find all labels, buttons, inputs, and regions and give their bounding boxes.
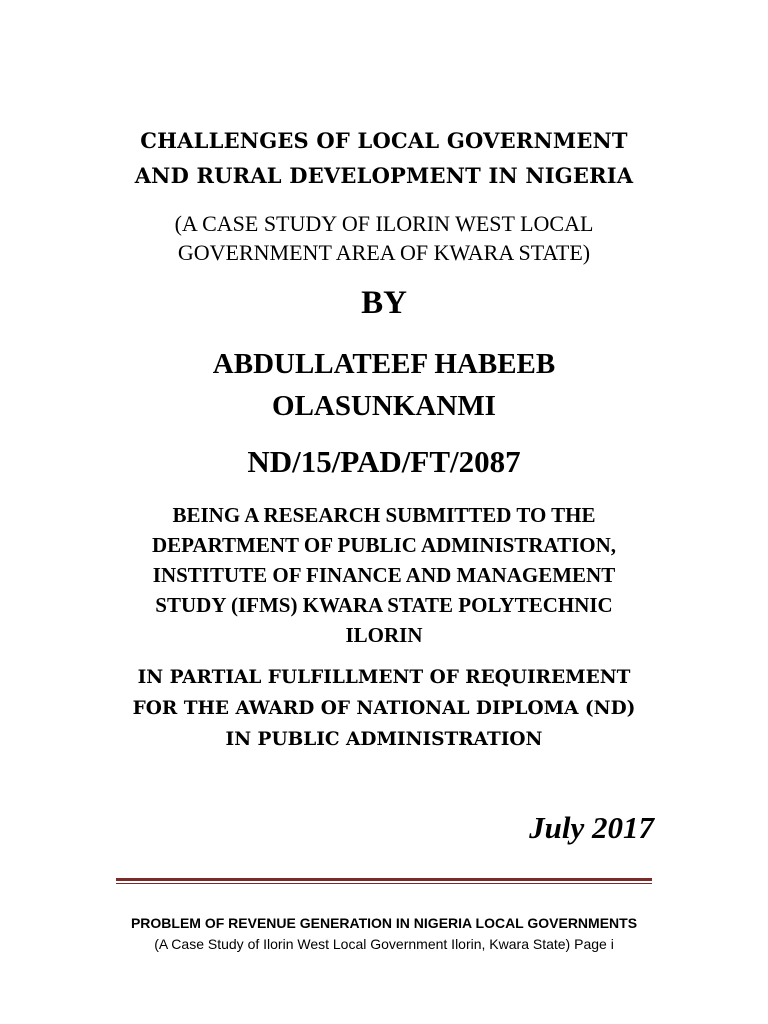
fulfillment-statement — [80, 662, 688, 755]
matric-number: ND/15/PAD/FT/2087 — [247, 444, 521, 479]
fulfillment-line-1: IN PARTIAL FULFILLMENT OF REQUIREMENT — [137, 667, 631, 688]
submission-line-3: INSTITUTE OF FINANCE AND MANAGEMENT — [152, 563, 616, 587]
footer-divider-thick — [116, 878, 652, 881]
footer-title: PROBLEM OF REVENUE GENERATION IN NIGERIA LOCAL GOVERNMENTS — [130, 915, 638, 931]
footer-divider-thin — [116, 883, 652, 884]
submission-line-2: DEPARTMENT OF PUBLIC ADMINISTRATION, — [151, 533, 617, 557]
fulfillment-line-3: IN PUBLIC ADMINISTRATION — [225, 729, 543, 750]
document-title — [80, 123, 688, 193]
footer-subtitle: (A Case Study of Ilorin West Local Government Ilorin, Kwara State) Page i — [154, 936, 614, 952]
title-line-1: CHALLENGES OF LOCAL GOVERNMENT — [140, 128, 628, 153]
title-line-2: AND RURAL DEVELOPMENT IN NIGERIA — [134, 163, 634, 188]
submission-statement — [100, 500, 668, 650]
fulfillment-line-2: FOR THE AWARD OF NATIONAL DIPLOMA (ND) — [132, 698, 636, 719]
author-line-2: OLASUNKANMI — [272, 390, 496, 422]
by-label: BY — [361, 285, 407, 321]
submission-line-4: STUDY (IFMS) KWARA STATE POLYTECHNIC — [155, 593, 613, 617]
submission-line-1: BEING A RESEARCH SUBMITTED TO THE — [172, 503, 596, 527]
author-name — [80, 343, 688, 427]
submission-line-5: ILORIN — [345, 623, 423, 647]
submission-date: July 2017 — [529, 810, 654, 845]
case-study-line-1: (A CASE STUDY OF ILORIN WEST LOCAL — [174, 211, 594, 236]
author-line-1: ABDULLATEEF HABEEB — [212, 348, 556, 380]
case-study-subtitle — [80, 209, 688, 267]
case-study-line-2: GOVERNMENT AREA OF KWARA STATE) — [177, 240, 591, 265]
